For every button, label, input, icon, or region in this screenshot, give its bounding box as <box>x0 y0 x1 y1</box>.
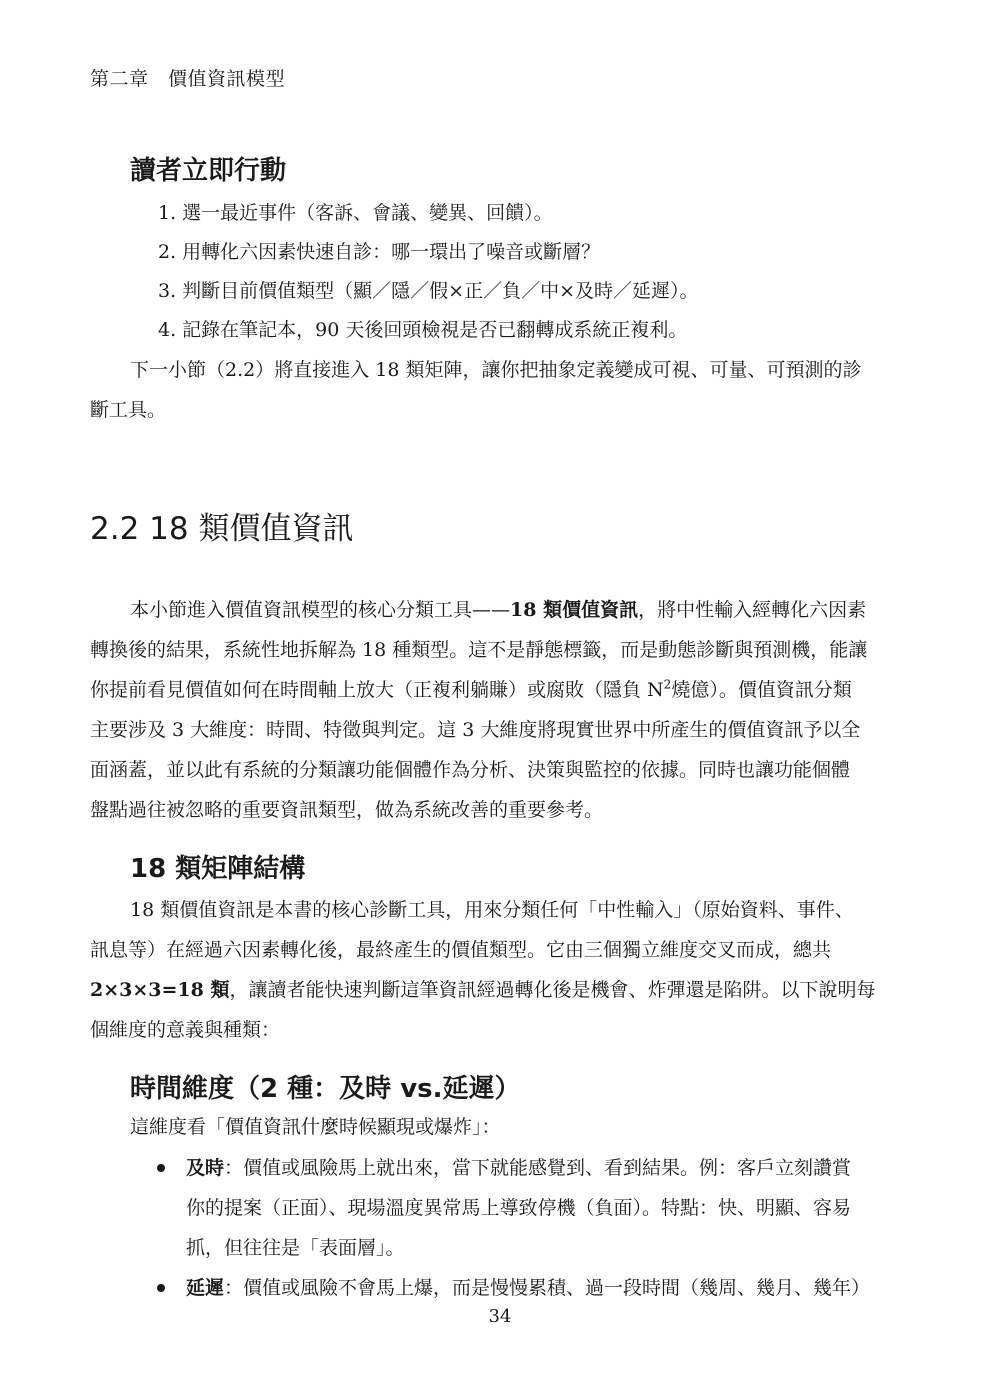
intro-superscript: 2 <box>663 677 672 692</box>
action-step-2: 2. 用轉化六因素快速自診：哪一環出了噪音或斷層？ <box>158 241 601 263</box>
matrix-line-4: 個維度的意義與種類： <box>90 1019 281 1041</box>
action-step-3: 3. 判斷目前價值類型（顯／隱／假×正／負／中×及時／延遲）。 <box>158 280 699 302</box>
time-dimension-heading: 時間維度（2 種：及時 vs.延遲） <box>130 1074 521 1104</box>
bullet-delayed-term: 延遲 <box>186 1277 225 1299</box>
intro-line-1 <box>130 595 866 622</box>
action-heading: 讀者立即行動 <box>130 156 287 186</box>
section-heading-2-2: 2.2 18 類價值資訊 <box>90 511 354 547</box>
intro-line-4: 主要涉及 3 大維度：時間、特徵與判定。這 3 大維度將現實世界中所產生的價值資訊予以全 <box>90 719 861 741</box>
intro-line-3 <box>90 675 852 702</box>
bullet-dot-icon <box>157 1164 165 1172</box>
matrix-line-3 <box>90 975 876 1002</box>
intro-line-3-lead: 你提前看見價值如何在時間軸上放大（正複利躺賺）或腐敗（隱負 N <box>90 679 664 701</box>
matrix-line-2: 訊息等）在經過六因素轉化後，最終產生的價值類型。它由三個獨立維度交叉而成，總共 <box>90 939 832 961</box>
matrix-heading: 18 類矩陣結構 <box>130 854 306 884</box>
page-number: 34 <box>488 1306 512 1327</box>
matrix-line-3-tail: ，讓讀者能快速判斷這筆資訊經過轉化後是機會、炸彈還是陷阱。以下說明每 <box>229 979 876 1001</box>
bullet-timely-term: 及時 <box>186 1157 225 1179</box>
time-dimension-intro: 這維度看「價值資訊什麼時候顯現或爆炸」： <box>130 1116 501 1138</box>
matrix-formula: 2×3×3=18 類 <box>90 979 230 1001</box>
next-section-line-1: 下一小節（2.2）將直接進入 18 類矩陣，讓你把抽象定義變成可視、可量、可預測的診 <box>130 359 862 381</box>
bullet-dot-icon <box>157 1284 165 1292</box>
intro-line-2: 轉換後的結果，系統性地拆解為 18 種類型。這不是靜態標籤，而是動態診斷與預測機，能讓 <box>90 639 868 661</box>
bullet-timely-line-1 <box>186 1153 851 1180</box>
action-step-4: 4. 記錄在筆記本，90 天後回頭檢視是否已翻轉成系統正複利。 <box>158 319 688 341</box>
intro-line-1-lead: 本小節進入價值資訊模型的核心分類工具—— <box>130 599 511 621</box>
running-head: 第二章 價值資訊模型 <box>90 68 286 90</box>
intro-line-6: 盤點過往被忽略的重要資訊類型，做為系統改善的重要參考。 <box>90 799 604 821</box>
next-section-line-2: 斷工具。 <box>90 399 167 421</box>
bullet-timely-line-2: 你的提案（正面）、現場溫度異常馬上導致停機（負面）。特點：快、明顯、容易 <box>186 1197 852 1219</box>
action-step-1: 1. 選一最近事件（客訴、會議、變異、回饋）。 <box>158 202 553 224</box>
intro-line-1-tail: ，將中性輸入經轉化六因素 <box>638 599 867 621</box>
intro-line-5: 面涵蓋，並以此有系統的分類讓功能個體作為分析、決策與監控的依據。同時也讓功能個體 <box>90 759 851 781</box>
matrix-line-1: 18 類價值資訊是本書的核心診斷工具，用來分類任何「中性輸入」（原始資料、事件、 <box>130 899 854 921</box>
bullet-delayed-text: ：價值或風險不會馬上爆，而是慢慢累積、過一段時間（幾周、幾月、幾年） <box>224 1277 871 1299</box>
bullet-timely-line-3: 抓，但往往是「表面層」。 <box>186 1237 405 1259</box>
bullet-delayed-line-1 <box>186 1273 870 1300</box>
intro-line-3-tail: 燒億）。價值資訊分類 <box>671 679 852 701</box>
bullet-timely-text: ：價值或風險馬上就出來，當下就能感覺到、看到結果。例：客戶立刻讚賞 <box>224 1157 852 1179</box>
intro-line-1-bold: 18 類價值資訊 <box>510 599 639 621</box>
